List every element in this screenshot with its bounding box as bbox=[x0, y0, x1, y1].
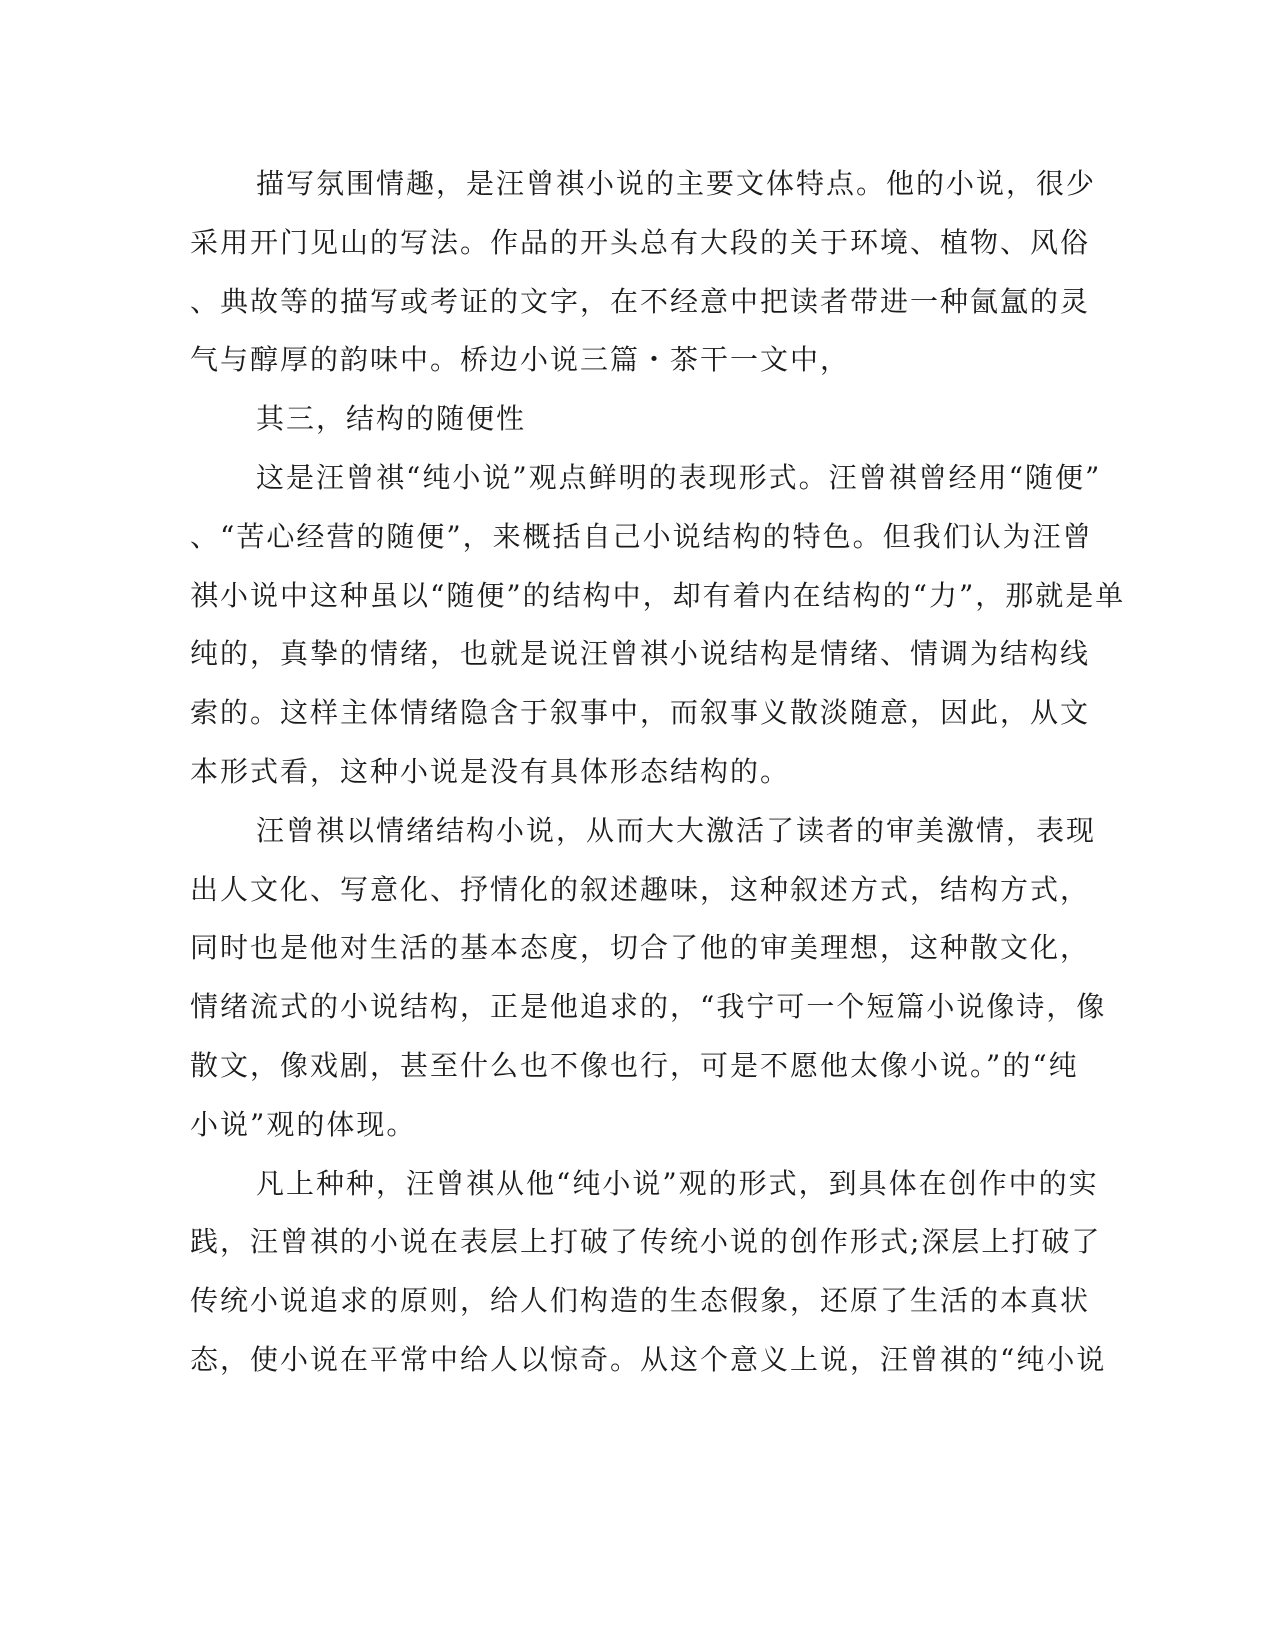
paragraph bbox=[190, 809, 1107, 1162]
text-line: 描写氛围情趣，是汪曾祺小说的主要文体特点。他的小说，很少 bbox=[256, 167, 1097, 200]
text-line: 同时也是他对生活的基本态度，切合了他的审美理想，这种散文化， bbox=[190, 931, 1091, 965]
text-line: 、“苦心经营的随便”，来概括自己小说结构的特色。但我们认为汪曾 bbox=[190, 519, 1093, 553]
text-line: 情绪流式的小说结构，正是他追求的，“我宁可一个短篇小说像诗，像 bbox=[190, 990, 1107, 1024]
text-line: 气与醇厚的韵味中。桥边小说三篇・茶干一文中， bbox=[190, 343, 851, 377]
text-line: 这是汪曾祺“纯小说”观点鲜明的表现形式。汪曾祺曾经用“随便” bbox=[256, 460, 1102, 494]
text-line: 传统小说追求的原则，给人们构造的生态假象，还原了生活的本真状 bbox=[190, 1284, 1091, 1318]
text-line: 采用开门见山的写法。作品的开头总有大段的关于环境、植物、风俗 bbox=[190, 225, 1091, 259]
text-line: 祺小说中这种虽以“随便”的结构中，却有着内在结构的“力”，那就是单 bbox=[190, 578, 1126, 612]
section-heading-text: 其三，结构的随便性 bbox=[256, 402, 527, 436]
section-heading bbox=[190, 397, 1090, 456]
text-line: 凡上种种，汪曾祺从他“纯小说”观的形式，到具体在创作中的实 bbox=[256, 1166, 1099, 1200]
text-line: 纯的，真挚的情绪，也就是说汪曾祺小说结构是情绪、情调为结构线 bbox=[190, 637, 1091, 671]
text-line: 、典故等的描写或考证的文字，在不经意中把读者带进一种氤氲的灵 bbox=[190, 284, 1091, 318]
text-line: 散文，像戏剧，甚至什么也不像也行，可是不愿他太像小说。”的“纯 bbox=[190, 1048, 1079, 1082]
text-line: 小说”观的体现。 bbox=[190, 1107, 417, 1141]
paragraph bbox=[190, 456, 1126, 809]
document-body bbox=[190, 162, 1126, 1397]
paragraph bbox=[190, 1162, 1107, 1397]
text-line: 本形式看，这种小说是没有具体形态结构的。 bbox=[190, 754, 791, 788]
text-line: 出人文化、写意化、抒情化的叙述趣味，这种叙述方式，结构方式， bbox=[190, 872, 1091, 906]
text-line: 汪曾祺以情绪结构小说，从而大大激活了读者的审美激情，表现 bbox=[256, 813, 1097, 847]
text-line: 践，汪曾祺的小说在表层上打破了传统小说的创作形式;深层上打破了 bbox=[190, 1225, 1102, 1259]
text-line: 态，使小说在平常中给人以惊奇。从这个意义上说，汪曾祺的“纯小说 bbox=[190, 1342, 1107, 1376]
paragraph bbox=[190, 162, 1097, 397]
text-line: 索的。这样主体情绪隐含于叙事中，而叙事义散淡随意，因此，从文 bbox=[190, 696, 1091, 730]
